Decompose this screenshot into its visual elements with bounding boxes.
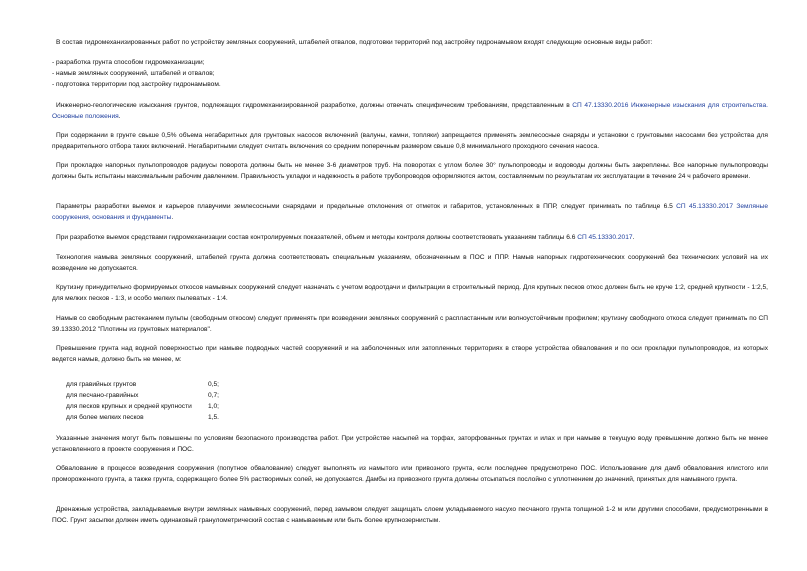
control-end: . (632, 234, 635, 241)
sp-47-link[interactable]: СП 47.13330.2016 Инженерные изыскания для строительства. Основные положения (52, 102, 768, 120)
norm-label: для песчано-гравийных (66, 392, 139, 399)
params-end: . (171, 213, 174, 221)
norm-row (66, 413, 256, 423)
surveys-end: . (118, 112, 121, 120)
surveys-text: Инженерно-геологические изыскания грунтов, подлежащих гидромеханизированной разработке, должны отвечать специфическим требованиям, представленным в (56, 102, 573, 109)
free-spread-paragraph: Намыв со свободным растеканием пульпы (свободным откосом) следует применять при возведении земляных сооружений с распластанным или волноустойчивым профилем; крутизну свободного откоса следует принимать по СП 39.13330.2012 "Плотины из грунтовых материалов". (52, 315, 768, 333)
control-paragraph (52, 233, 768, 244)
sp-45-link[interactable]: СП 45.13330.2017 Земляные сооружения, основания и фундаменты (52, 203, 768, 221)
excess-paragraph: Превышение грунта над водной поверхностью при намыве подводных частей сооружений и на заболоченных или затопленных территориях в створе устройства обвалования и по оси прокладки пульпопроводов, из которых ведется намыв, должно быть не менее, м: (52, 345, 768, 363)
work-list-item: - намыв земляных сооружений, штабелей и отвалов; (52, 70, 215, 77)
control-text: При разработке выемок средствами гидромеханизации состав контролируемых показателей, объем и методы контроля должны соответствовать указаниям таблицы 6.6 (56, 234, 578, 241)
slopes-paragraph: Крутизну принудительно формируемых откосов намывных сооружений следует назначать с учетом водоотдачи и фильтрации в строительный период. Для крупных песков откос должен быть не круче 1:2, средней крупности - 1:2,5, для мелких песков - 1:3, и особо мелких пылеватых - 1:4. (52, 284, 768, 302)
norm-value: 0,5; (208, 381, 219, 388)
norm-row (66, 402, 256, 412)
increase-paragraph: Указанные значения могут быть повышены по условиям безопасного производства работ. При устройстве насыпей на торфах, заторфованных грунтах и илах и при намыве в текущую воду превышение должно быть не менее установленного в проекте сооружения и ПОС. (52, 435, 768, 453)
embankment-paragraph: Обвалование в процессе возведения сооружения (попутное обвалование) следует выполнять из намытого или привозного грунта, если последнее предусмотрено ПОС. Использование для дамб обвалования илистого или промороженного грунта, а также грунта, содержащего более 5% растворимых солей, не допускается. Дамбы из привозного грунта должны отсыпаться послойно с уплотнением до значений, принятых для намывного грунта. (52, 465, 768, 483)
technology-paragraph: Технология намыва земляных сооружений, штабелей грунта должна соответствовать специальным указаниям, обозначенным в ПОС и ППР. Намыв напорных гидротехнических сооружений без технических условий на их возведение не допускается. (52, 254, 768, 272)
params-text: Параметры разработки выемок и карьеров плавучими землесосными снарядами и предельные отклонения от отметок и габаритов, установленных в ППР, следует принимать по таблице 6.5 (56, 203, 677, 210)
sp-45-short-link[interactable]: СП 45.13330.2017 (577, 234, 633, 241)
work-list-item: - подготовка территории под застройку гидронамывом. (52, 81, 221, 88)
surveys-paragraph (52, 101, 768, 122)
norm-row (66, 391, 256, 401)
work-list-item: - разработка грунта способом гидромеханизации; (52, 59, 205, 66)
intro-paragraph: В состав гидромеханизированных работ по устройству земляных сооружений, штабелей отвалов, подготовки территорий под застройку гидронамывом входят следующие основные виды работ: (56, 39, 653, 46)
excavation-params-paragraph (52, 202, 768, 223)
oversize-inclusions-paragraph: При содержании в грунте свыше 0,5% объема негабаритных для грунтовых насосов включений (валуны, камни, топляки) запрещается применять землесосные снаряды и установки с грунтовыми насосами без устройства для предварительного отбора таких включений. Негабаритными следует считать включения со средним поперечным размером свыше 0,8 минимального проходного сечения насоса. (52, 132, 768, 150)
norm-label: для более мелких песков (66, 414, 144, 421)
norm-row (66, 380, 256, 390)
norm-value: 0,7; (208, 392, 219, 399)
norm-label: для песков крупных и средней крупности (66, 403, 192, 410)
norm-value: 1,5. (208, 414, 219, 421)
norm-value: 1,0; (208, 403, 219, 410)
drainage-paragraph: Дренажные устройства, закладываемые внутри земляных намывных сооружений, перед замывом следует защищать слоем укладываемого насухо песчаного грунта толщиной 1-2 м или другими способами, предусмотренными в ПОС. Грунт засыпки должен иметь одинаковый гранулометрический состав с намываемым или быть более крупнозернистым. (52, 506, 768, 524)
norm-label: для гравийных грунтов (66, 381, 137, 388)
pipelines-paragraph: При прокладке напорных пульпопроводов радиусы поворота должны быть не менее 3-6 диаметров труб. На поворотах с углом более 30° пульпопроводы и водоводы должны быть закреплены. Все напорные пульпопроводы должны быть испытаны максимальным рабочим давлением. Правильность укладки и надежность в работе трубопроводов оформляются актом, составляемым по результатам их эксплуатации в течение 24 ч рабочего времени. (52, 162, 768, 180)
